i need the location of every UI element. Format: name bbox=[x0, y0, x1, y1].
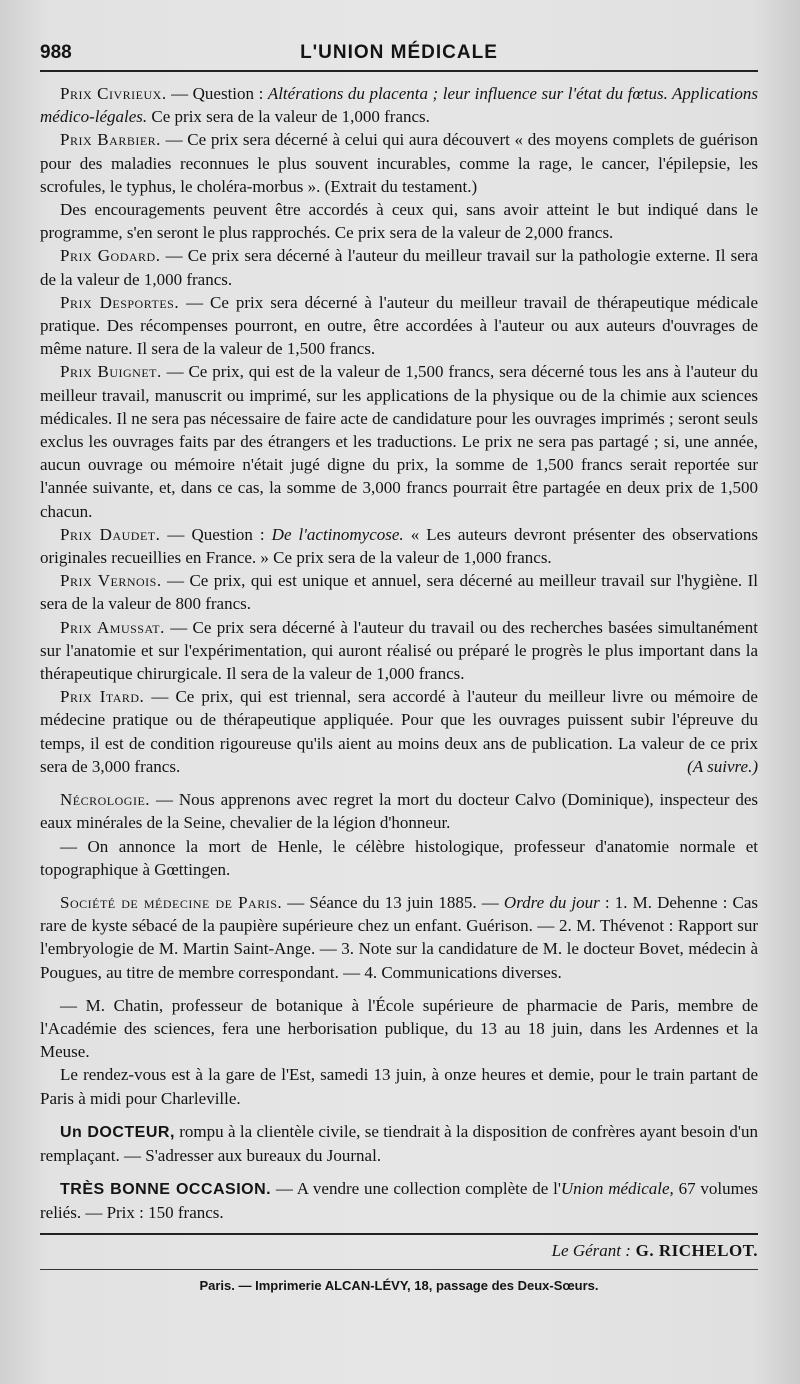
paragraph-text: — Ce prix sera décerné à celui qui aura découvert « des moyens complets de guérison pour des maladies reconnues le plus souvent incurables, comme la rage, le cancer, l'épilepsie, les scrofules, le typhus, le choléra-morbus ». (Extrait du testament.) bbox=[40, 130, 758, 196]
paragraph-text: « Les auteurs devront présenter des observations originales recueillies en France. » Ce prix sera de la valeur de 1,000 francs. bbox=[40, 524, 758, 568]
paragraph-text: : 1. M. Dehenne : Cas rare de kyste sébacé de la paupière supérieure chez un enfant. Guérison. — 2. M. Thévenot : Rapport sur l'embryologie de M. Martin Saint-Ange. — 3. Note sur la candidature de M. le docteur Bovet, médecin à Pougues, au titre de membre correspondant. — 4. Communications diverses. bbox=[40, 892, 758, 982]
prize-title: Prix Vernois. bbox=[60, 571, 162, 591]
paragraph-prix-buignet bbox=[40, 360, 758, 522]
imprint-rule bbox=[40, 1269, 758, 1270]
paragraph-text: Des encouragements peuvent être accordés à ceux qui, sans avoir atteint le but indiqué dans le programme, s'en seront le plus rapprochés. Ce prix sera de la valeur de 2,000 francs. bbox=[40, 200, 758, 243]
prize-title: Prix Amussat. bbox=[60, 617, 165, 637]
paragraph-prix-amussat bbox=[40, 616, 758, 686]
paragraph-text: — M. Chatin, professeur de botanique à l'École supérieure de pharmacie de Paris, membre de l'Académie des sciences, fera une herborisation publique, du 13 au 18 juin, dans les Ardennes et la Meuse. bbox=[40, 995, 758, 1062]
paragraph-text: — Ce prix sera décerné à l'auteur du travail ou des recherches basées simultanément sur l'anatomie et sur l'expérimentation, qui auront réalisé ou préparé le progrès le plus important dans la thérapeutique chirurgicale. Il sera de la valeur de 1,000 francs. bbox=[40, 617, 758, 684]
paragraph-societe-medecine bbox=[40, 891, 758, 984]
paragraph-chatin bbox=[40, 994, 758, 1064]
paragraph-italic: Ordre du jour bbox=[503, 892, 600, 912]
prize-title: Prix Civrieux. bbox=[60, 84, 167, 103]
prize-title: Prix Buignet. bbox=[60, 362, 162, 382]
section-title: Nécrologie. bbox=[60, 790, 151, 810]
footer-rule bbox=[40, 1233, 758, 1235]
paragraph-text: — Nous apprenons avec regret la mort du docteur Calvo (Dominique), inspecteur des eaux minérales de la Seine, chevalier de la légion d'honneur. bbox=[40, 790, 758, 833]
paragraph-henle bbox=[40, 835, 758, 881]
paragraph-text: — Question : bbox=[166, 84, 268, 103]
paragraph-prix-godard bbox=[40, 244, 758, 290]
paragraph-text: — Séance du 13 juin 1885. — bbox=[282, 892, 504, 912]
page-number: 988 bbox=[40, 42, 72, 63]
page-header bbox=[40, 36, 758, 66]
paragraph-text: — Ce prix, qui est unique et annuel, sera décerné au meilleur travail sur l'hygiène. Il sera de la valeur de 800 francs. bbox=[40, 571, 758, 614]
paragraph-text: — On annonce la mort de Henle, le célèbre histologique, professeur d'anatomie normale et topographique à Gœttingen. bbox=[40, 836, 758, 879]
gerant-signature bbox=[40, 1241, 758, 1261]
a-suivre-note: (A suivre.) bbox=[687, 756, 758, 776]
paragraph-prix-barbier bbox=[40, 128, 758, 198]
paragraph-text: — Ce prix sera décerné à l'auteur du meilleur travail de thérapeutique médicale pratique. Des récompenses pourront, en outre, être accordées à l'auteur ou aux auteurs d'ouvrages de même nature. Il sera de la valeur de 1,500 francs. bbox=[40, 292, 759, 359]
paragraph-text: — Ce prix, qui est triennal, sera accordé à l'auteur du meilleur livre ou mémoire de médecine pratique ou de thérapeutique appliquée. Pour que les ouvrages puissent subir l'épreuve du temps, il est de condition rigoureuse qu'ils aient au moins deux ans de publication. La valeur de ce prix sera de 3,000 francs. bbox=[40, 687, 758, 776]
paragraph-text: — Ce prix sera décerné à l'auteur du meilleur travail sur la pathologie externe. Il sera de la valeur de 1,000 francs. bbox=[40, 246, 758, 289]
paragraph-italic: Altérations du placenta ; leur influence sur l'état du fœtus. Applications médico-légales. bbox=[40, 84, 758, 127]
paragraph-prix-desportes bbox=[40, 291, 758, 361]
header-rule bbox=[40, 70, 758, 72]
gerant-name: G. RICHELOT. bbox=[630, 1240, 758, 1260]
paragraph-rendez-vous bbox=[40, 1063, 758, 1109]
announcement-title: Un DOCTEUR, bbox=[60, 1123, 175, 1141]
paragraph-text: Ce prix sera de la valeur de 1,000 francs. bbox=[147, 107, 430, 127]
journal-title: L'UNION MÉDICALE bbox=[300, 42, 498, 63]
paragraph-italic: Union médicale, bbox=[560, 1179, 674, 1199]
paragraph-italic: De l'actinomycose. bbox=[271, 524, 404, 544]
announcement-title: TRÈS BONNE OCCASION. bbox=[60, 1181, 272, 1199]
prize-title: Prix Desportes. bbox=[60, 292, 180, 312]
prize-title: Prix Itard. bbox=[60, 687, 145, 707]
paragraph-text: Le rendez-vous est à la gare de l'Est, samedi 13 juin, à onze heures et demie, pour le train partant de Paris à midi pour Charleville. bbox=[40, 1065, 758, 1108]
paragraph-text: — A vendre une collection complète de l' bbox=[271, 1179, 561, 1199]
paragraph-text: rompu à la clientèle civile, se tiendrait à la disposition de confrères ayant besoin d'un remplaçant. — S'adresser aux bureaux du Journal. bbox=[40, 1121, 758, 1165]
paragraph-prix-vernois bbox=[40, 569, 758, 615]
paragraph-text: 67 volumes reliés. — Prix : 150 francs. bbox=[40, 1179, 759, 1223]
prize-title: Prix Daudet. bbox=[60, 524, 161, 544]
paragraph-text: — Ce prix, qui est de la valeur de 1,500 francs, sera décerné tous les ans à l'auteur du meilleur travail, manuscrit ou imprimé, sur les applications de la physique ou de la chimie aux sciences médicales. Il ne sera pas nécessaire de faire acte de candidature pour les ouvrages imprimés ; seront seuls exclus les ouvrages faits par des étrangers et les traductions. Le prix ne sera pas partagé ; si, une année, aucun ouvrage ou mémoire n'était jugé digne du prix, la somme de 1,500 francs serait reportée sur l'année suivante, et, dans ce cas, la somme de 3,000 francs pourrait être partagée en deux prix de 1,500 chacun. bbox=[40, 362, 758, 521]
article-body bbox=[40, 82, 758, 1225]
gerant-label: Le Gérant : bbox=[551, 1240, 631, 1260]
paragraph-prix-itard bbox=[40, 685, 758, 778]
paragraph-text: — Question : bbox=[160, 524, 272, 544]
paragraph-prix-civrieux bbox=[40, 82, 758, 128]
paragraph-prix-daudet bbox=[40, 523, 758, 569]
paragraph-annonce-docteur bbox=[40, 1120, 758, 1167]
paragraph-annonce-occasion bbox=[40, 1177, 758, 1224]
prize-title: Prix Barbier. bbox=[60, 130, 161, 150]
paragraph-encouragements bbox=[40, 198, 758, 244]
prize-title: Prix Godard. bbox=[60, 246, 161, 266]
section-title: Société de médecine de Paris. bbox=[60, 892, 283, 912]
printer-imprint: Paris. — Imprimerie ALCAN-LÉVY, 18, passage des Deux-Sœurs. bbox=[199, 1277, 599, 1293]
paragraph-necrologie bbox=[40, 788, 758, 834]
